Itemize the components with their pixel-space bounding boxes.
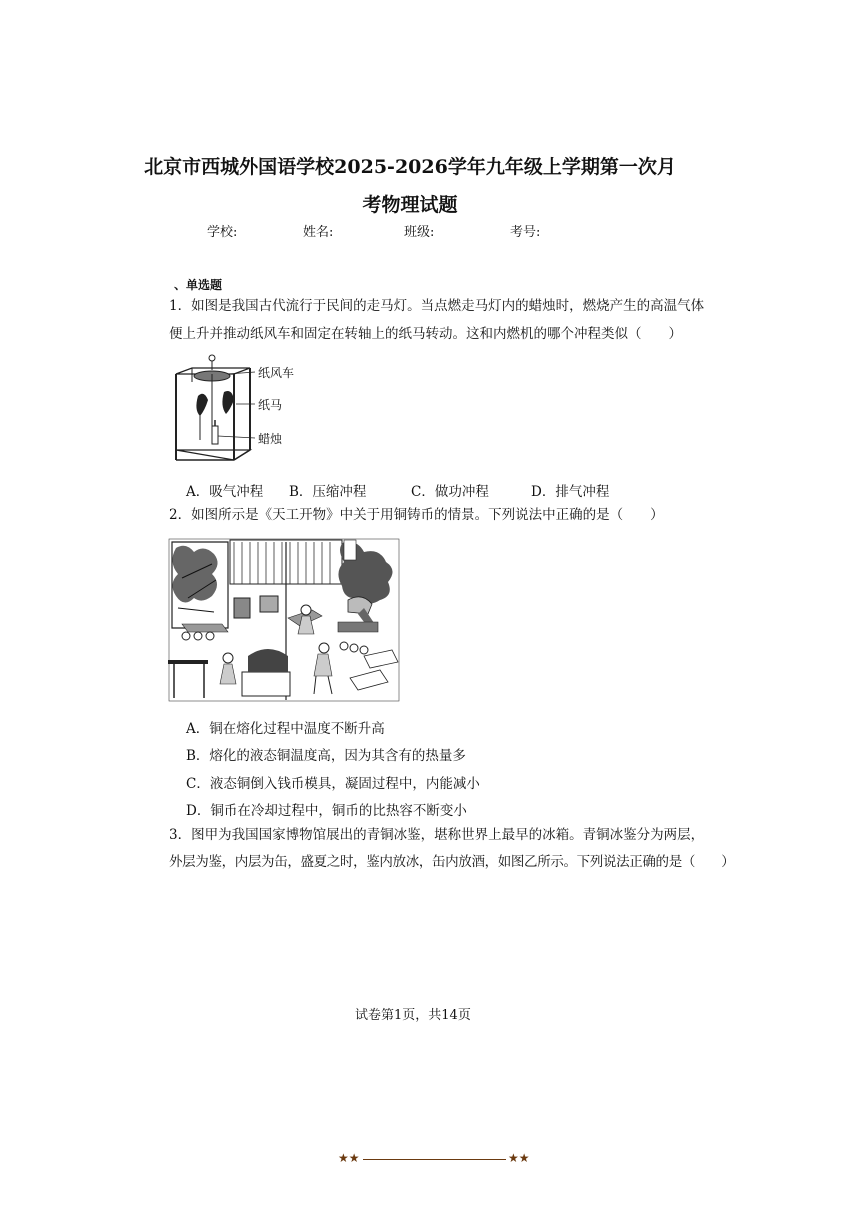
exam-title-line1: 北京市西城外国语学校2025-2026学年九年级上学期第一次月 bbox=[144, 156, 676, 178]
coin-casting-woodcut-figure bbox=[168, 538, 400, 702]
class-field-label: 班级: bbox=[404, 225, 435, 240]
name-field-label: 姓名: bbox=[303, 225, 334, 240]
q1-option-c: C．做功冲程 bbox=[411, 484, 489, 500]
question-1-line2: 便上升并推动纸风车和固定在转轴上的纸马转动。这和内燃机的哪个冲程类似（ ） bbox=[169, 326, 682, 342]
page-number-footer: 试卷第1页，共14页 bbox=[355, 1008, 471, 1023]
q1-option-b: B．压缩冲程 bbox=[289, 484, 367, 500]
school-field-label: 学校: bbox=[207, 225, 238, 240]
q2-option-a: A．铜在熔化过程中温度不断升高 bbox=[186, 721, 385, 737]
section-title: 、单选题 bbox=[174, 278, 223, 292]
exam-number-field-label: 考号: bbox=[510, 225, 541, 240]
q2-option-d: D．铜币在冷却过程中，铜币的比热容不断变小 bbox=[186, 803, 467, 819]
question-3-line2: 外层为鉴，内层为缶，盛夏之时，鉴内放冰，缶内放酒，如图乙所示。下列说法正确的是（ ） bbox=[169, 854, 735, 870]
q2-option-c: C．液态铜倒入钱币模具，凝固过程中，内能减小 bbox=[186, 776, 480, 792]
footer-ornament-line bbox=[363, 1159, 506, 1160]
q2-option-b: B．熔化的液态铜温度高，因为其含有的热量多 bbox=[186, 748, 466, 764]
exam-title-line2: 考物理试题 bbox=[362, 194, 458, 216]
lantern-label-windmill: 纸风车 bbox=[258, 366, 295, 380]
question-1-line1: 1．如图是我国古代流行于民间的走马灯。当点燃走马灯内的蜡烛时，燃烧产生的高温气体 bbox=[169, 298, 705, 314]
q1-option-a: A．吸气冲程 bbox=[186, 484, 264, 500]
question-3-line1: 3．图甲为我国国家博物馆展出的青铜冰鉴，堪称世界上最早的冰箱。青铜冰鉴分为两层， bbox=[169, 827, 705, 843]
lantern-label-candle: 蜡烛 bbox=[258, 432, 283, 446]
question-2-line1: 2．如图所示是《天工开物》中关于用铜铸币的情景。下列说法中正确的是（ ） bbox=[169, 507, 664, 523]
q1-option-d: D．排气冲程 bbox=[531, 484, 610, 500]
lantern-label-horse: 纸马 bbox=[258, 398, 283, 412]
footer-ornament-right-stars: ★★ bbox=[508, 1151, 530, 1165]
footer-ornament-left-stars: ★★ bbox=[338, 1151, 360, 1165]
